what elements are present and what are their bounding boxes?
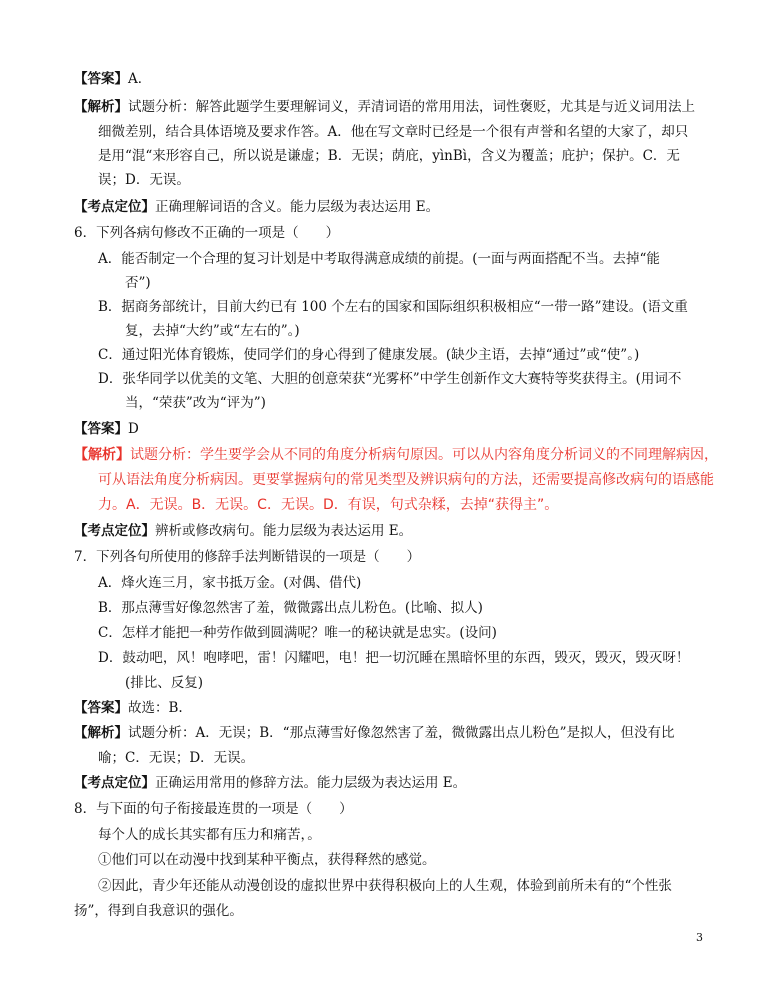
line-text: ②因此，青少年还能从动漫创设的虚拟世界中获得积极向上的人生观，体验到前所未有的“个性张 bbox=[98, 878, 672, 894]
section-tag: 【答案】 bbox=[74, 71, 128, 87]
text-line bbox=[98, 599, 483, 617]
line-text: 正确运用常用的修辞方法。能力层级为表达运用 E。 bbox=[155, 775, 467, 791]
text-line bbox=[98, 123, 688, 141]
line-text: 细微差别，结合具体语境及要求作答。A．他在写文章时已经是一个很有声誉和名望的大家了，却只 bbox=[98, 124, 689, 140]
line-text: 7．下列各句所使用的修辞手法判断错误的一项是（ ） bbox=[74, 549, 421, 565]
line-text: A．能否制定一个合理的复习计划是中考取得满意成绩的前提。(一面与两面搭配不当。去掉“能 bbox=[98, 251, 660, 267]
text-line bbox=[98, 624, 497, 642]
text-line bbox=[98, 298, 688, 316]
text-line bbox=[98, 370, 681, 388]
line-text: 8．与下面的句子衔接最连贯的一项是（ ） bbox=[74, 801, 353, 817]
section-tag: 【解析】 bbox=[74, 99, 128, 115]
line-text: (排比、反复) bbox=[125, 675, 204, 691]
line-text: 正确理解词语的含义。能力层级为表达运用 E。 bbox=[155, 199, 440, 215]
line-text: 试题分析：A．无误；B．“那点薄雪好像忽然害了羞，微微露出点儿粉色”是拟人，但没有比 bbox=[128, 725, 675, 741]
line-text: 可从语法角度分析病因。更要掌握病句的常见类型及辨识病句的方法，还需要提高修改病句的语感能 bbox=[98, 472, 714, 488]
line-text: C．通过阳光体育锻炼，使同学们的身心得到了健康发展。(缺少主语，去掉“通过”或“使”。) bbox=[98, 347, 640, 363]
text-line bbox=[74, 699, 183, 717]
section-tag: 【解析】 bbox=[74, 725, 128, 741]
line-text: 否”) bbox=[125, 275, 151, 291]
section-tag: 【答案】 bbox=[74, 421, 128, 437]
text-line bbox=[74, 198, 439, 216]
text-line bbox=[74, 774, 466, 792]
line-text: A．烽火连三月，家书抵万金。(对偶、借代) bbox=[98, 575, 362, 591]
section-tag: 【解析】 bbox=[74, 447, 130, 463]
text-line bbox=[74, 98, 695, 116]
section-tag: 【答案】 bbox=[74, 700, 128, 716]
line-text: B．据商务部统计，目前大约已有 100 个左右的国家和国际组织积极相应“一带一路”建设。(语文重 bbox=[98, 299, 688, 315]
text-line bbox=[74, 548, 420, 566]
line-text: D．张华同学以优美的文笔、大胆的创意荣获“光雾杯”中学生创新作文大赛特等奖获得主。(用词不 bbox=[98, 371, 682, 387]
text-line bbox=[74, 70, 151, 88]
text-line bbox=[74, 522, 412, 540]
text-line bbox=[74, 446, 718, 464]
line-text: A． bbox=[128, 71, 152, 87]
line-text: 辨析或修改病句。能力层级为表达运用 E。 bbox=[155, 523, 413, 539]
text-line bbox=[98, 877, 672, 895]
text-line bbox=[74, 902, 243, 920]
line-text: 试题分析：学生要学会从不同的角度分析病句原因。可以从内容角度分析词义的不同理解病因， bbox=[130, 447, 718, 463]
line-text: 是用“混“来形容自己，所以说是谦虚；B．无误；荫庇，yìnBì，含义为覆盖；庇护；保护。C．无 bbox=[98, 148, 680, 164]
text-line bbox=[74, 800, 353, 818]
text-line bbox=[98, 250, 660, 268]
text-line bbox=[125, 674, 203, 692]
text-line bbox=[125, 274, 151, 292]
text-line bbox=[74, 724, 674, 742]
text-line bbox=[98, 574, 361, 592]
text-line bbox=[98, 649, 689, 667]
text-line bbox=[98, 346, 639, 364]
line-text: 故选：B. bbox=[128, 700, 183, 716]
line-text: ①他们可以在动漫中找到某种平衡点，获得释然的感觉。 bbox=[98, 852, 436, 868]
line-text: D．鼓动吧，风！咆哮吧，雷！闪耀吧，电！把一切沉睡在黑暗怀里的东西，毁灭，毁灭，毁灭呀！ bbox=[98, 650, 690, 666]
text-line bbox=[98, 471, 714, 489]
page-number: 3 bbox=[696, 931, 703, 944]
text-line bbox=[74, 224, 339, 242]
text-line bbox=[125, 322, 300, 340]
line-text: 每个人的成长其实都有压力和痛苦，。 bbox=[98, 827, 321, 843]
line-text: 复，去掉“大约”或“左右的”。) bbox=[125, 323, 300, 339]
text-line bbox=[74, 420, 139, 438]
text-line bbox=[98, 826, 321, 844]
section-tag: 【考点定位】 bbox=[74, 775, 155, 791]
line-text: 当，“荣获”改为“评为”) bbox=[125, 395, 266, 411]
line-text: D bbox=[128, 421, 139, 437]
text-line bbox=[98, 851, 436, 869]
line-text: 扬”，得到自我意识的强化。 bbox=[74, 903, 243, 919]
line-text: 力。A．无误。B．无误。C．无误。D．有误，句式杂糅，去掉“获得主”。 bbox=[98, 497, 559, 513]
section-tag: 【考点定位】 bbox=[74, 523, 155, 539]
line-text: C．怎样才能把一种劳作做到圆满呢？唯一的秘诀就是忠实。(设问) bbox=[98, 625, 497, 641]
text-line bbox=[98, 171, 190, 189]
line-text: B．那点薄雪好像忽然害了羞，微微露出点儿粉色。(比喻、拟人) bbox=[98, 600, 483, 616]
text-line bbox=[98, 749, 254, 767]
section-tag: 【考点定位】 bbox=[74, 199, 155, 215]
text-line bbox=[125, 394, 266, 412]
line-text: 6．下列各病句修改不正确的一项是（ ） bbox=[74, 225, 340, 241]
line-text: 试题分析：解答此题学生要理解词义，弄清词语的常用用法，词性褒贬，尤其是与近义词用法上 bbox=[128, 99, 695, 115]
text-line bbox=[98, 496, 558, 514]
line-text: 误；D．无误。 bbox=[98, 172, 190, 188]
line-text: 喻；C．无误；D．无误。 bbox=[98, 750, 255, 766]
text-line bbox=[98, 147, 680, 165]
